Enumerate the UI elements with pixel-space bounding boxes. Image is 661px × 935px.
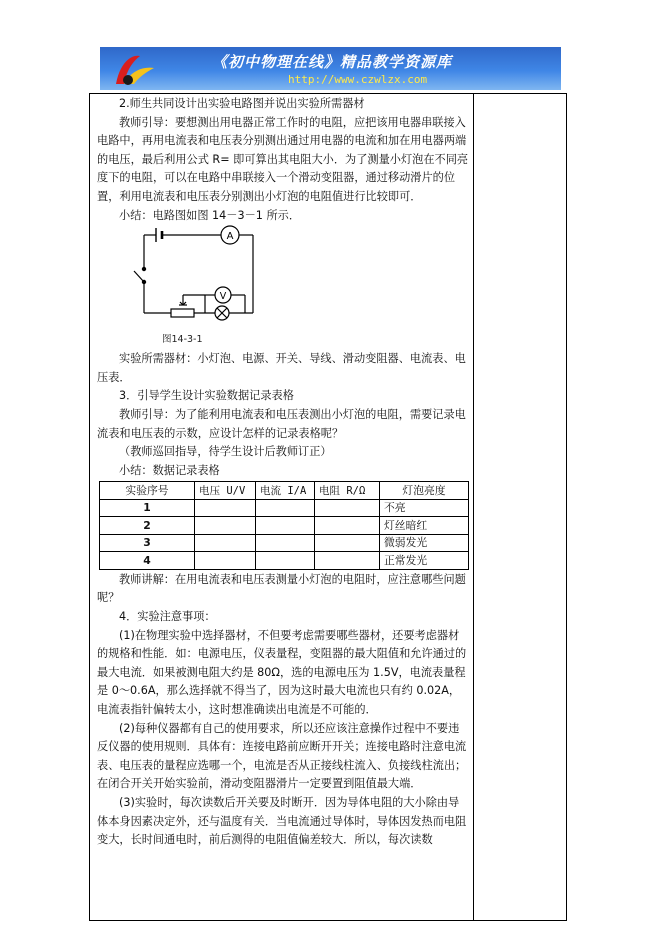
section2-heading: 2.师生共同设计出实验电路图并说出实验所需器材 [119, 97, 365, 110]
table-header: 实验序号 [100, 482, 195, 500]
logo-icon [106, 50, 170, 88]
data-record-table [99, 481, 469, 570]
ammeter-icon [221, 226, 239, 244]
table-cell: 2 [100, 517, 195, 535]
circuit-wires [144, 235, 253, 313]
section4-heading: 4．实验注意事项： [119, 610, 216, 623]
section2-guide: 教师引导：要想测出用电器正常工作时的电阻，应把该用电器串联接入电路中，再用电流表和电压表分别测出通过用电器的电流和加在用电器两端的电压，最后利用公式 R= 即可算出其电阻大小．为了测量小灯泡在不同亮度下的电阻，可以在电路中串联接入一个滑动变阻器，通过移动滑片的位置，利用电流表和电压表分别测出小灯泡的电阻值进行比较即可． [97, 115, 469, 203]
table-row [100, 499, 469, 517]
section4-item1: (1)在物理实验中选择器材，不但要考虑需要哪些器材，还要考虑器材的规格和性能．如：电源电压，仪表量程，变阻器的最大阻值和允许通过的最大电流．如果被测电阻大约是 80Ω，选的电源电压为 1.5V，电流表量程是 0～0.6A，那么选择就不得当了，因为这时最大电流也只有约 0.02A，电流表指针偏转太小，这时想准确读出电流是不可能的． [97, 628, 467, 716]
table-cell [315, 517, 380, 535]
header-banner [100, 47, 561, 90]
table-cell [256, 534, 315, 552]
battery-icon [156, 228, 162, 242]
table-cell [195, 499, 256, 517]
table-cell [315, 499, 380, 517]
switch-icon [134, 268, 146, 284]
section3-explain: 教师讲解：在用电流表和电压表测量小灯泡的电阻时，应注意哪些问题呢？ [97, 572, 466, 605]
table-header: 电压 U/V [195, 482, 256, 500]
table-row [100, 517, 469, 535]
svg-text:V: V [219, 291, 227, 303]
banner-url[interactable]: http://www.czwlzx.com [288, 73, 428, 86]
section4-item2: (2)每种仪器都有自己的使用要求，所以还应该注意操作过程中不要违反仪器的使用规则．具体有：连接电路前应断开开关；连接电路时注意电流表、电压表的量程应选哪一个，电流是否从正接线柱流入、负接线柱流出；在闭合开关开始实验前，滑动变阻器滑片一定要置到阻值最大端． [97, 721, 467, 791]
table-header: 电流 I/A [256, 482, 315, 500]
table-cell [195, 552, 256, 570]
section2-summary: 小结：电路图如图 14－3－1 所示． [119, 208, 301, 222]
banner-title: 《初中物理在线》精品教学资源库 [212, 53, 453, 71]
lamp-icon [215, 306, 229, 320]
table-cell: 正常发光 [380, 552, 469, 570]
table-cell: 4 [100, 552, 195, 570]
table-cell: 灯丝暗红 [380, 517, 469, 535]
figure-caption: 图14-3-1 [162, 334, 203, 346]
table-cell [256, 499, 315, 517]
table-cell [315, 534, 380, 552]
section3-summary: 小结：数据记录表格 [119, 463, 220, 477]
voltmeter-icon [215, 287, 231, 303]
table-cell [256, 517, 315, 535]
section3-guide: 教师引导：为了能利用电流表和电压表测出小灯泡的电阻，需要记录电流表和电压表的示数，应设计怎样的记录表格呢？ [97, 407, 466, 440]
table-header-row [100, 482, 469, 500]
main-content [97, 95, 469, 850]
table-cell [195, 534, 256, 552]
section3-note: （教师巡回指导，待学生设计后教师订正） [119, 445, 332, 459]
table-row [100, 534, 469, 552]
section3-heading: 3．引导学生设计实验数据记录表格 [119, 389, 294, 403]
rheostat-icon [171, 302, 194, 317]
table-cell: 微弱发光 [380, 534, 469, 552]
table-cell: 1 [100, 499, 195, 517]
table-header: 灯泡亮度 [380, 482, 469, 500]
table-cell [256, 552, 315, 570]
table-header: 电阻 R/Ω [315, 482, 380, 500]
section2-materials: 实验所需器材：小灯泡、电源、开关、导线、滑动变阻器、电流表、电压表． [97, 352, 466, 384]
svg-text:A: A [226, 231, 234, 243]
table-cell [195, 517, 256, 535]
table-cell: 3 [100, 534, 195, 552]
circuit-diagram [97, 225, 469, 350]
table-cell [315, 552, 380, 570]
column-divider [473, 93, 474, 921]
table-cell: 不亮 [380, 499, 469, 517]
section4-item3: (3)实验时，每次读数后开关要及时断开．因为导体电阻的大小除由导体本身因素决定外，还与温度有关．当电流通过导体时，导体因发热而电阻变大，长时间通电时，前后测得的电阻值偏差较大．所以，每次读数 [97, 795, 467, 847]
table-row [100, 552, 469, 570]
